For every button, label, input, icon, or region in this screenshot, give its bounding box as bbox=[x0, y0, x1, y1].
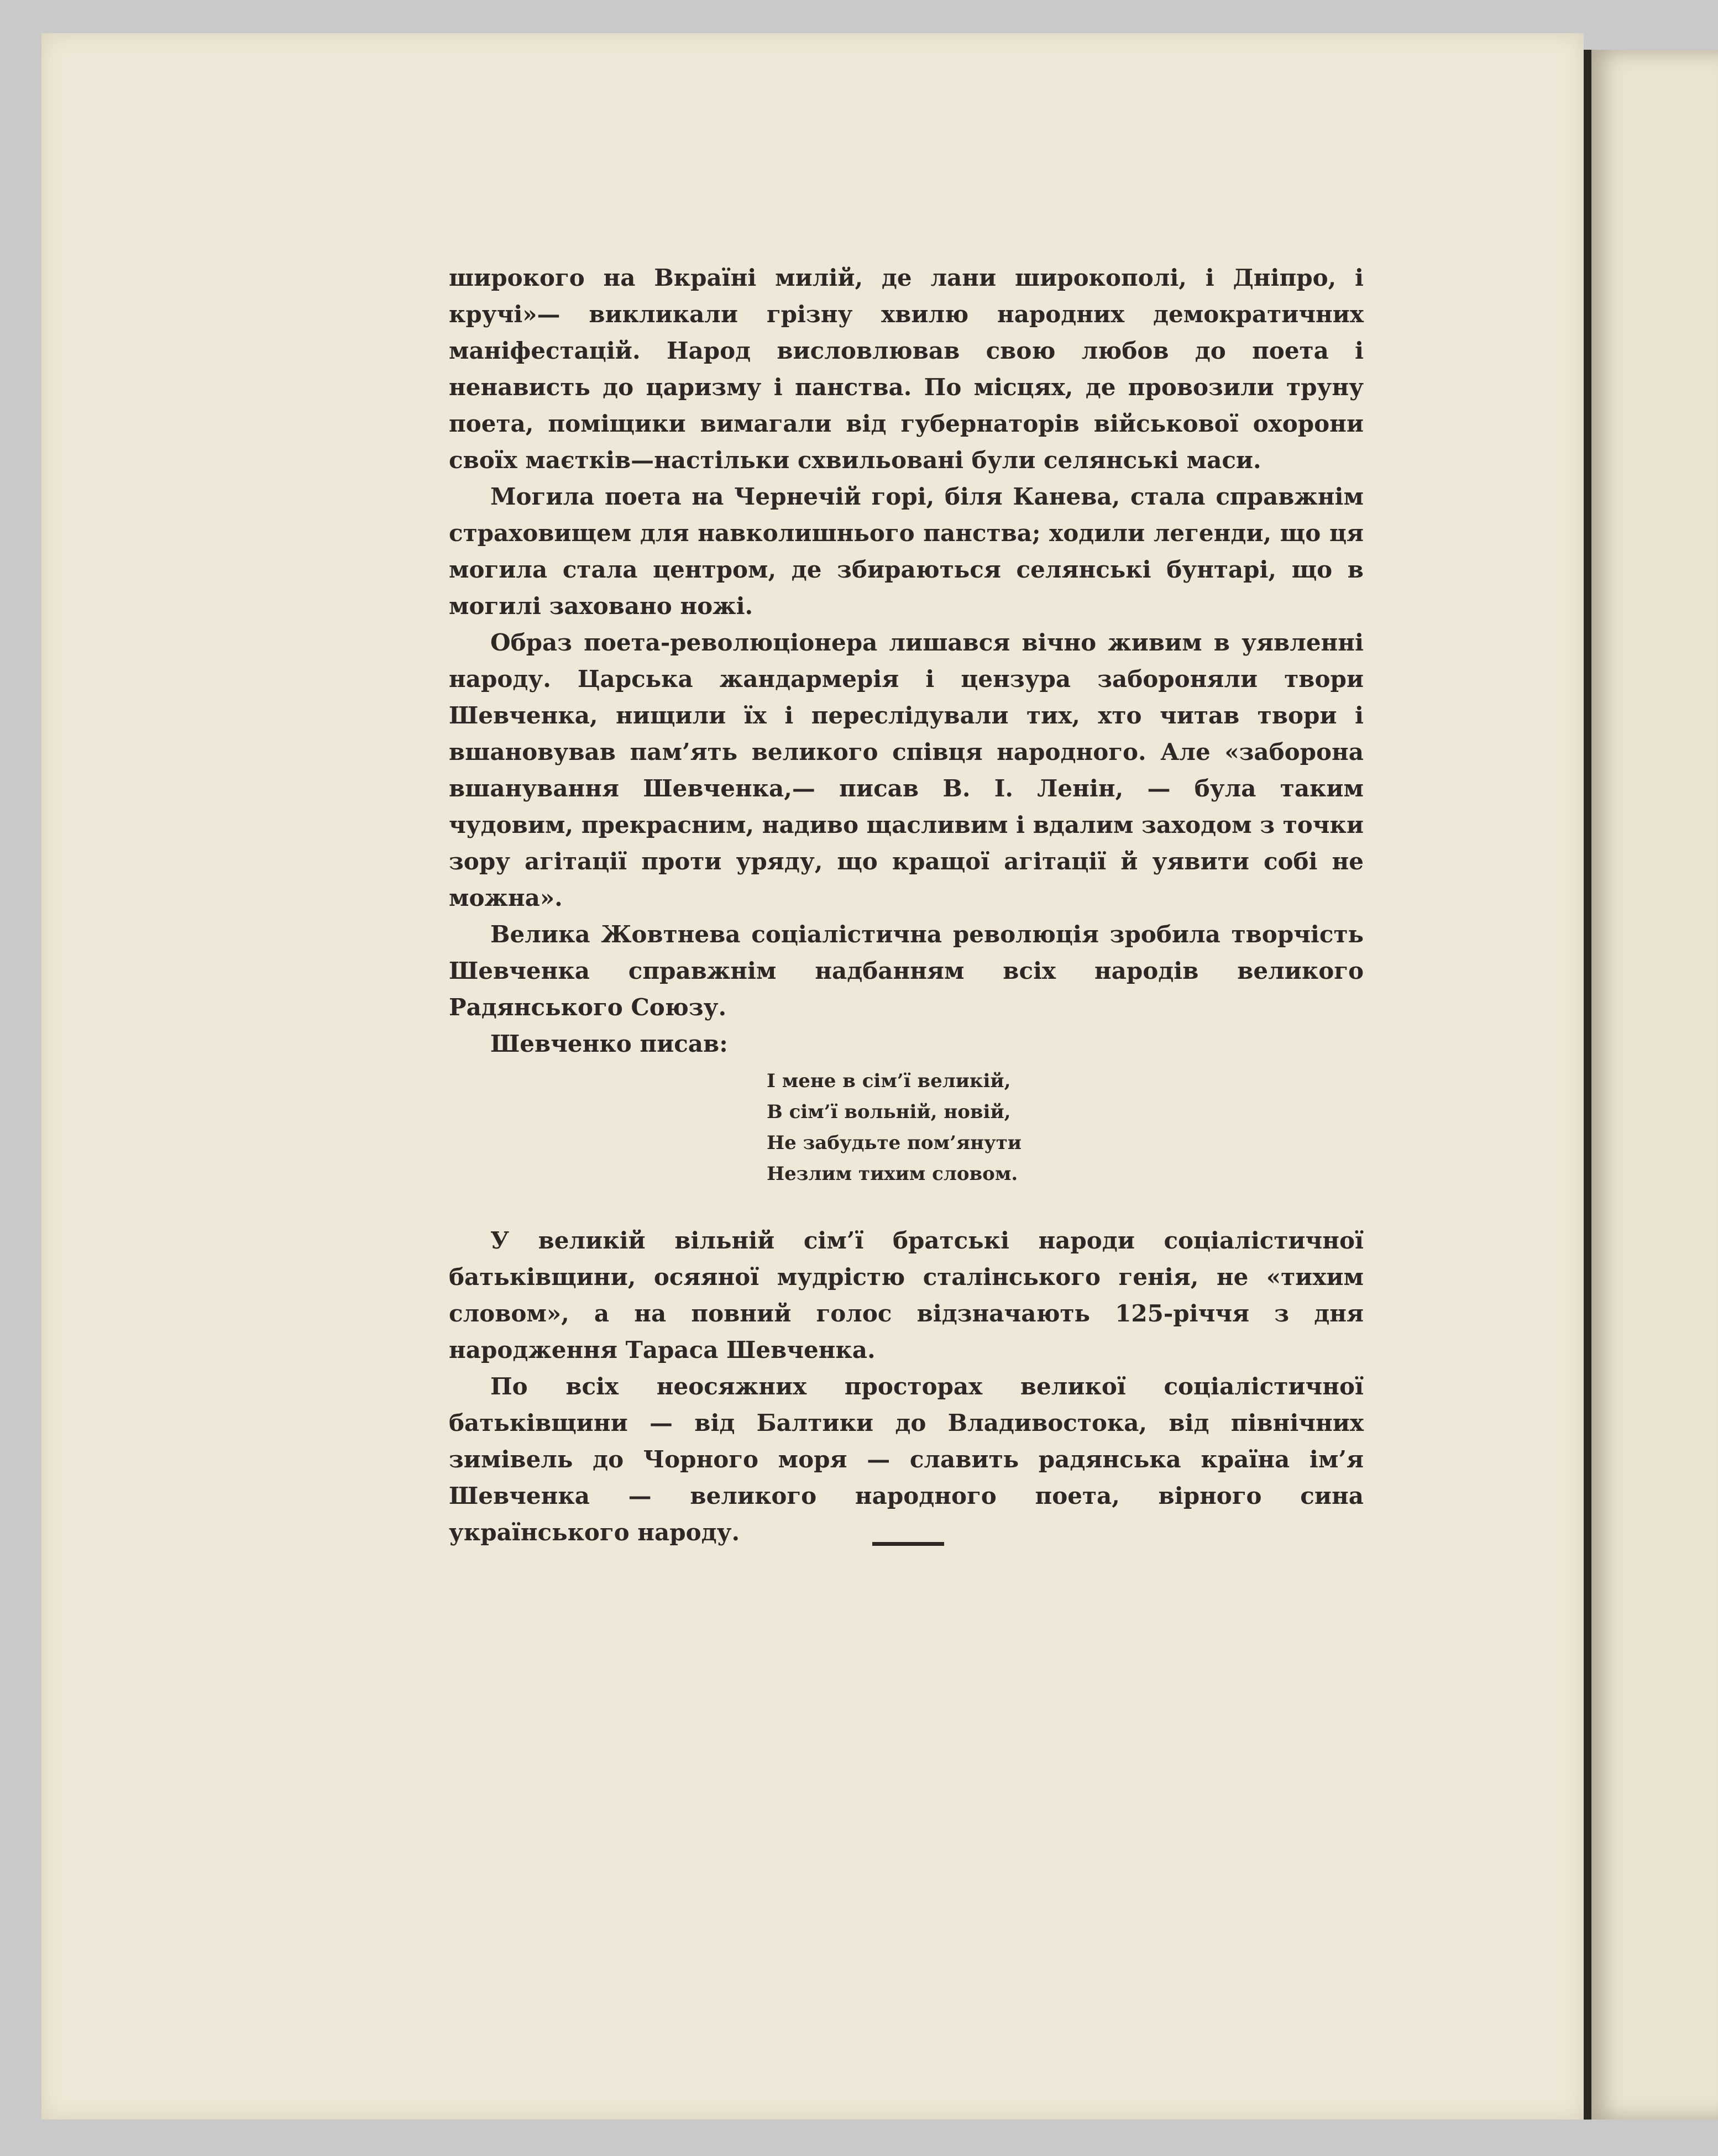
paragraph: Могила поета на Чернечій горі, біля Канева, стала справжнім страховищем для навколишнього панства; ходили легенди, що ця могила стала центром, де збираються селянські бунтарі, що в могилі заховано ножі. bbox=[449, 483, 1364, 620]
paragraph: Шевченко писав: bbox=[490, 1030, 728, 1057]
paragraph: По всіх неосяжних просторах великої соціалістичної батьківщини — від Балтики до Владивостока, від північних зимівель до Чорного моря — славить радянська країна ім’я Шевченка — великого народного поета, вірного сина українського народу. bbox=[449, 1373, 1364, 1546]
poem-line: Незлим тихим словом. bbox=[767, 1163, 1018, 1185]
paragraph: Образ поета-революціонера лишався вічно живим в уявленні народу. Царська жандармерія і цензура забороняли твори Шевченка, нищили їх і переслідували тих, хто читав твори і вшановував пам’ять великого співця народного. Але «заборона вшанування Шевченка,— писав В. І. Ленін, — була таким чудовим, прекрасним, надиво щасливим і вдалим заходом з точки зору агітації проти уряду, що кращої агітації й уявити собі не можна». bbox=[449, 629, 1364, 911]
paragraph: широкого на Вкраїні милій, де лани широкополі, і Дніпро, і кручі»— викликали грізну хвилю народних демократичних маніфестацій. Народ висловлював свою любов до поета і ненависть до царизму і панства. По місцях, де провозили труну поета, поміщики вимагали від губернаторів військової охорони своїх маєтків—настільки схвильовані були селянські маси. bbox=[449, 264, 1364, 474]
poem-quote bbox=[767, 1066, 1364, 1189]
section-divider bbox=[872, 1542, 944, 1546]
body-text bbox=[449, 260, 1364, 1551]
adjacent-page-edge bbox=[1584, 50, 1718, 2120]
paragraph: У великій вільній сім’ї братські народи соціалістичної батьківщини, осяяної мудрістю сталінського генія, не «тихим словом», а на повний голос відзначають 125-річчя з дня народження Тараса Шевченка. bbox=[449, 1227, 1364, 1363]
paragraph: Велика Жовтнева соціалістична революція зробила творчість Шевченка справжнім надбанням всіх народів великого Радянського Союзу. bbox=[449, 921, 1364, 1021]
poem-line: І мене в сім’ї великій, bbox=[767, 1070, 1011, 1092]
poem-line: Не забудьте пом’янути bbox=[767, 1132, 1022, 1154]
poem-line: В сім’ї вольній, новій, bbox=[767, 1101, 1011, 1123]
